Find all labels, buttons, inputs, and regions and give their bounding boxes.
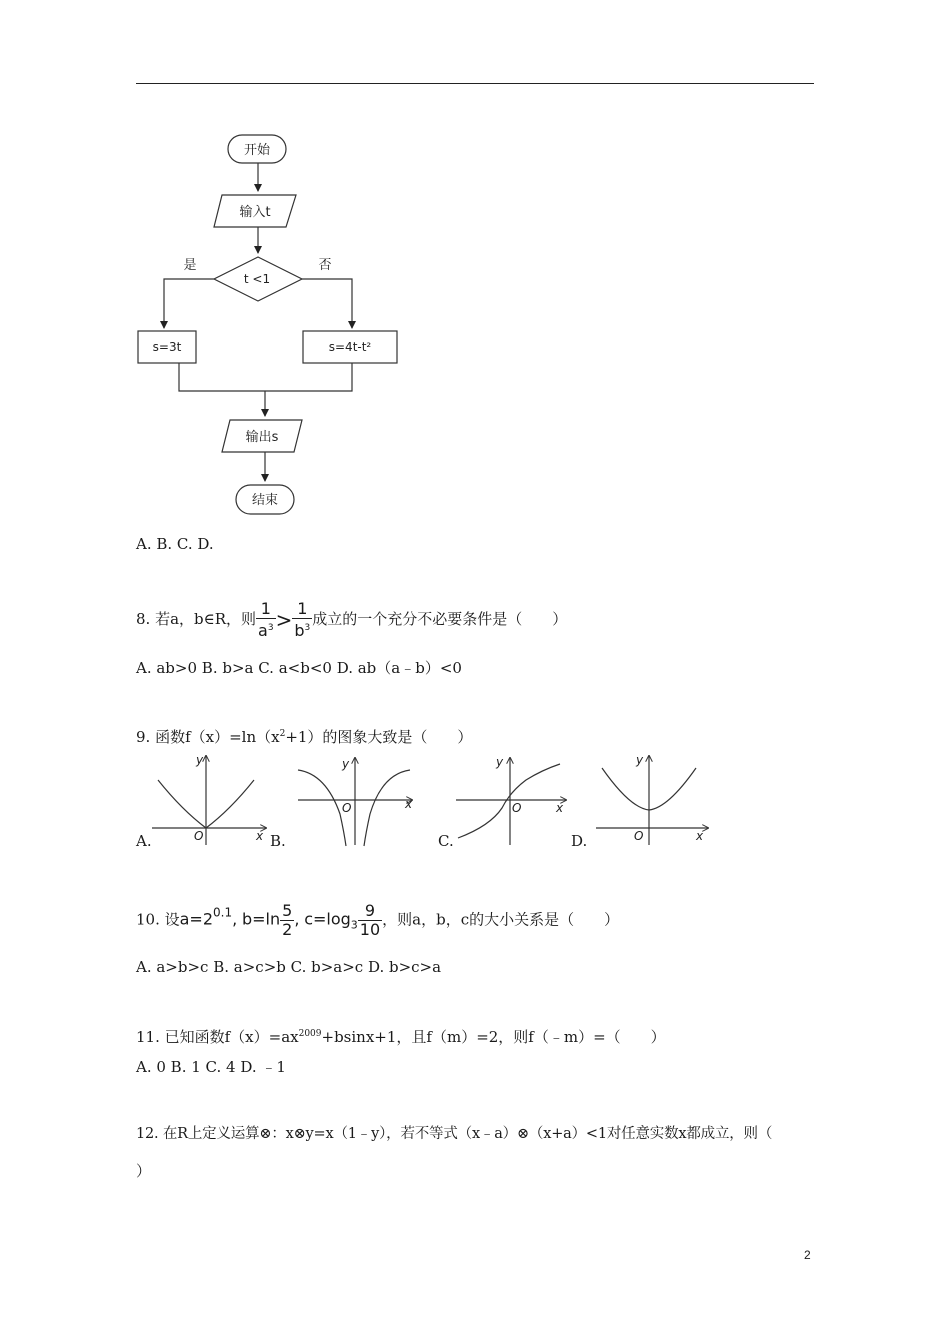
q8-prefix: 8. 若a，b∈R，则 (136, 610, 257, 628)
flowchart (130, 125, 420, 525)
q9-a-axis-x: x (256, 829, 264, 843)
q8-frac1-denominator: a (258, 621, 268, 640)
q9-graph-c (456, 758, 566, 845)
q10-b-numerator: 5 (282, 901, 293, 920)
q9-graph-options (130, 750, 730, 855)
q10-options: A. a>b>c B. a>c>b C. b>a>c D. b>c>a (136, 958, 442, 976)
q9-b-axis-x: x (405, 797, 413, 811)
flowchart-left-box-label: s=3t (152, 340, 182, 354)
q9-graph-a (152, 756, 266, 845)
q9-d-origin: O (634, 829, 644, 843)
q10-b-expr: b=ln (241, 909, 281, 929)
q10-a-expr: a=2 (179, 909, 214, 929)
q8-options: A. ab>0 B. b>a C. a<b<0 D. ab（a﹣b）<0 (136, 659, 462, 677)
q8-frac2-exponent: 3 (304, 623, 311, 633)
q8-frac2-denominator: b (294, 621, 305, 640)
q10-c-base: 3 (350, 918, 358, 932)
q9-b-axis-y: y (342, 757, 350, 771)
q8-frac2-numerator: 1 (292, 600, 312, 619)
q9-d-axis-x: x (696, 829, 704, 843)
header-rule (136, 83, 814, 84)
q8-frac1-exponent: 3 (267, 623, 274, 633)
q11-stem-part-2: +bsinx+1，且f（m）=2，则f（﹣m）=（ ） (321, 1028, 666, 1046)
q8-suffix: 成立的一个充分不必要条件是（ ） (312, 610, 568, 628)
q8-compare: > (275, 608, 293, 632)
q9-label-d: D. (571, 832, 588, 850)
q9-stem-part-2: +1）的图象大致是（ ） (285, 728, 473, 746)
flowchart-condition-label: t <1 (243, 272, 271, 286)
page-number: 2 (804, 1248, 811, 1262)
q11-stem (136, 1024, 666, 1047)
q11-stem-exponent: 2009 (298, 1029, 322, 1039)
q8-frac1-numerator: 1 (256, 600, 276, 619)
q10-c-numerator: 9 (358, 902, 382, 921)
q11-options: A. 0 B. 1 C. 4 D. ﹣1 (136, 1058, 286, 1076)
q10-b-denominator: 2 (282, 920, 293, 939)
q10-suffix: ，则a，b，c的大小关系是（ ） (382, 910, 620, 929)
flowchart-start-label: 开始 (243, 143, 271, 158)
q9-c-axis-x: x (556, 801, 564, 815)
q10-c-fraction (358, 902, 382, 939)
q9-graph-d (596, 756, 708, 845)
q10-c-expr: c=log (304, 909, 351, 929)
q9-c-origin: O (512, 801, 522, 815)
q9-label-b: B. (270, 832, 286, 850)
q7-options: A. B. C. D. (136, 535, 214, 553)
q10-a-exponent: 0.1 (213, 905, 233, 920)
q9-label-a: A. (136, 832, 152, 850)
flowchart-right-box-label: s=4t-t² (328, 340, 372, 354)
flowchart-output-label: 输出s (245, 430, 279, 445)
q10-b-fraction (280, 902, 294, 939)
q11-stem-part-1: 11. 已知函数f（x）=ax (136, 1028, 299, 1046)
q8-fraction-1 (256, 600, 276, 640)
q9-stem-part-1: 9. 函数f（x）=ln（x (136, 728, 280, 746)
q12-stem-line-1: 12. 在R上定义运算⊗：x⊗y=x（1﹣y），若不等式（x﹣a）⊗（x+a）<1对任意实数x都成立，则（ (136, 1126, 773, 1142)
q10-prefix: 10. 设 (136, 910, 180, 929)
q9-d-axis-y: y (636, 753, 644, 767)
q8-stem (136, 600, 567, 640)
q10-c-denominator: 10 (359, 920, 381, 939)
flowchart-no-label: 否 (318, 258, 332, 273)
flowchart-input-label: 输入t (239, 205, 271, 220)
flowchart-end-label: 结束 (251, 493, 279, 508)
flowchart-yes-label: 是 (183, 258, 197, 273)
q9-label-c: C. (438, 832, 454, 850)
q8-fraction-2 (292, 600, 312, 640)
q9-a-axis-y: y (196, 753, 204, 767)
q9-graph-b (298, 758, 412, 846)
q9-b-origin: O (342, 801, 352, 815)
q9-c-axis-y: y (496, 755, 504, 769)
q12-stem-line-2: ） (136, 1162, 152, 1180)
q9-a-origin: O (194, 829, 204, 843)
q10-stem: 10. 设$a=2^{0.1}$, b=ln $\frac{5}{2}$ , $c=\log_3$ $\frac{9}{10}$ ，则a，b，c的大小关系是（ ） (136, 901, 620, 939)
q9-stem-exponent: 2 (279, 729, 286, 739)
q9-stem (136, 724, 472, 747)
